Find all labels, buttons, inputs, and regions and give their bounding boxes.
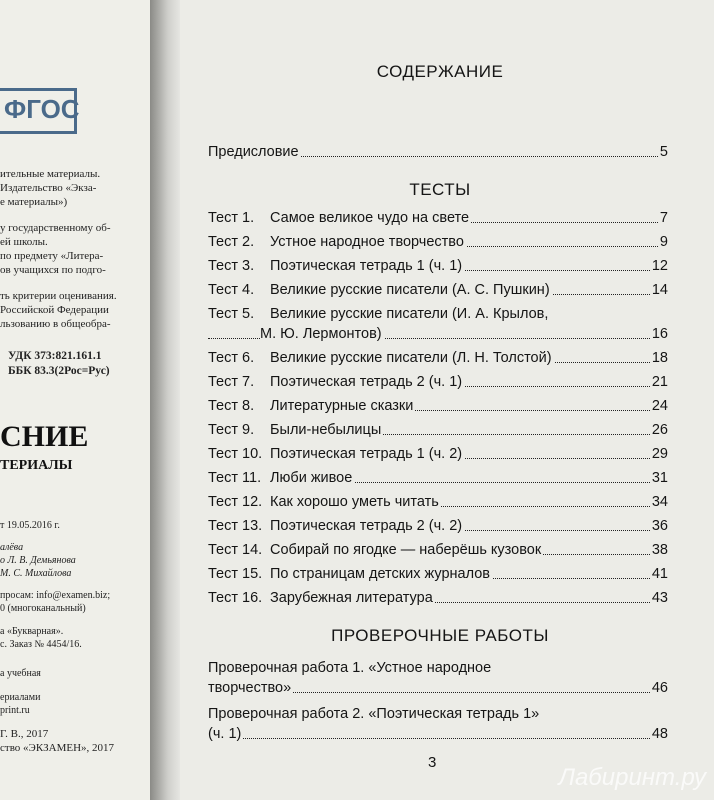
entry-label: Предисловие — [208, 144, 299, 160]
entry-page: 26 — [651, 422, 668, 438]
entry-page: 18 — [651, 350, 668, 366]
toc-title: СОДЕРЖАНИЕ — [376, 62, 504, 81]
entry-page: 31 — [651, 470, 668, 486]
left-text-line: е материалы») — [0, 196, 68, 208]
entry-page: 29 — [651, 446, 668, 462]
page-number: 3 — [428, 754, 437, 771]
left-text-line: у государственному об- — [0, 222, 111, 234]
entry-page: 12 — [651, 258, 668, 274]
entry-page: 48 — [651, 726, 668, 742]
imprint-line: о Л. В. Демьянова — [0, 555, 76, 566]
imprint-line: М. С. Михайлова — [0, 568, 72, 579]
toc-entry-test: Тест 4. Великие русские писатели (А. С. Пушкин) 14 — [208, 282, 668, 298]
toc-entry-test: Тест 9. Были-небылицы 26 — [208, 422, 668, 438]
imprint-line: print.ru — [0, 705, 30, 716]
imprint-line: 0 (многоканальный) — [0, 603, 86, 614]
toc-entry-test: Тест 8. Литературные сказки 24 — [208, 398, 668, 414]
toc-entry-test: Тест 6. Великие русские писатели (Л. Н. Толстой) 18 — [208, 350, 668, 366]
left-text-line: ительные материалы. — [0, 168, 101, 180]
toc-entry-test: Тест 12. Как хорошо уметь читать 34 — [208, 494, 668, 510]
toc-entry-work: Проверочная работа 2. «Поэтическая тетрадь 1» (ч. 1) 48 — [208, 706, 668, 742]
toc-entry-test: Тест 15. По страницам детских журналов 41 — [208, 566, 668, 582]
cover-title-fragment: СНИЕ — [0, 420, 89, 453]
toc-entry-work: Проверочная работа 1. «Устное народное творчество» 46 — [208, 660, 668, 696]
left-text-line: Российской Федерации — [0, 304, 109, 316]
entry-page: 16 — [651, 326, 668, 342]
entry-page: 21 — [651, 374, 668, 390]
entry-page: 46 — [651, 680, 668, 696]
entry-page: 5 — [659, 144, 668, 160]
bbk-code: ББК 83.3(2Рос=Рус) — [8, 365, 110, 377]
toc-entry-test: Тест 11. Люби живое 31 — [208, 470, 668, 486]
imprint-line: алёва — [0, 542, 24, 553]
imprint-line: ство «ЭКЗАМЕН», 2017 — [0, 742, 115, 754]
toc-entry-test: Тест 10. Поэтическая тетрадь 1 (ч. 2) 29 — [208, 446, 668, 462]
left-text-line: Издательство «Экза- — [0, 182, 97, 194]
udk-code: УДК 373:821.161.1 — [8, 350, 102, 362]
toc-entry-test: Тест 7. Поэтическая тетрадь 2 (ч. 1) 21 — [208, 374, 668, 390]
left-text-line: ов учащихся по подго- — [0, 264, 106, 276]
left-text-line: по предмету «Литера- — [0, 250, 104, 262]
left-text-line: ей школы. — [0, 236, 48, 248]
toc-entry-test: Тест 1. Самое великое чудо на свете 7 — [208, 210, 668, 226]
toc-entry-test: Тест 3. Поэтическая тетрадь 1 (ч. 1) 12 — [208, 258, 668, 274]
left-text-line: ть критерии оценивания. — [0, 290, 117, 302]
imprint-line: т 19.05.2016 г. — [0, 520, 60, 531]
imprint-line: ериалами — [0, 692, 41, 703]
imprint-line: а учебная — [0, 668, 41, 679]
cover-subtitle-fragment: ТЕРИАЛЫ — [0, 458, 73, 473]
imprint-line: Г. В., 2017 — [0, 728, 49, 740]
toc-entry-preface — [208, 142, 668, 162]
entry-page: 41 — [651, 566, 668, 582]
entry-page: 24 — [651, 398, 668, 414]
toc-entry-test: Тест 2. Устное народное творчество 9 — [208, 234, 668, 250]
imprint-line: с. Заказ № 4454/16. — [0, 639, 82, 650]
fgos-logo: ФГОС — [0, 88, 77, 134]
toc-entry-test: Тест 16. Зарубежная литература 43 — [208, 590, 668, 606]
entry-page: 38 — [651, 542, 668, 558]
entry-page: 7 — [659, 210, 668, 226]
toc-entry-test: Тест 5. Великие русские писатели (И. А. Крылов, М. Ю. Лермонтов) 16 — [208, 306, 668, 342]
toc-entry-test: Тест 14. Собирай по ягодке — наберёшь кузовок 38 — [208, 542, 668, 558]
entry-page: 43 — [651, 590, 668, 606]
toc-page — [180, 0, 714, 800]
entry-page: 14 — [651, 282, 668, 298]
left-page-fragment — [0, 0, 150, 800]
toc-content — [180, 0, 714, 800]
book-gutter — [150, 0, 180, 800]
tests-heading: ТЕСТЫ — [409, 180, 471, 199]
watermark: Лабиринт.ру — [558, 764, 706, 791]
works-heading: ПРОВЕРОЧНЫЕ РАБОТЫ — [331, 626, 549, 645]
entry-page: 34 — [651, 494, 668, 510]
toc-entry-test: Тест 13. Поэтическая тетрадь 2 (ч. 2) 36 — [208, 518, 668, 534]
imprint-line: просам: info@examen.biz; — [0, 590, 111, 601]
imprint-line: а «Букварная». — [0, 626, 64, 637]
entry-page: 36 — [651, 518, 668, 534]
entry-page: 9 — [659, 234, 668, 250]
left-text-line: льзованию в общеобра- — [0, 318, 111, 330]
